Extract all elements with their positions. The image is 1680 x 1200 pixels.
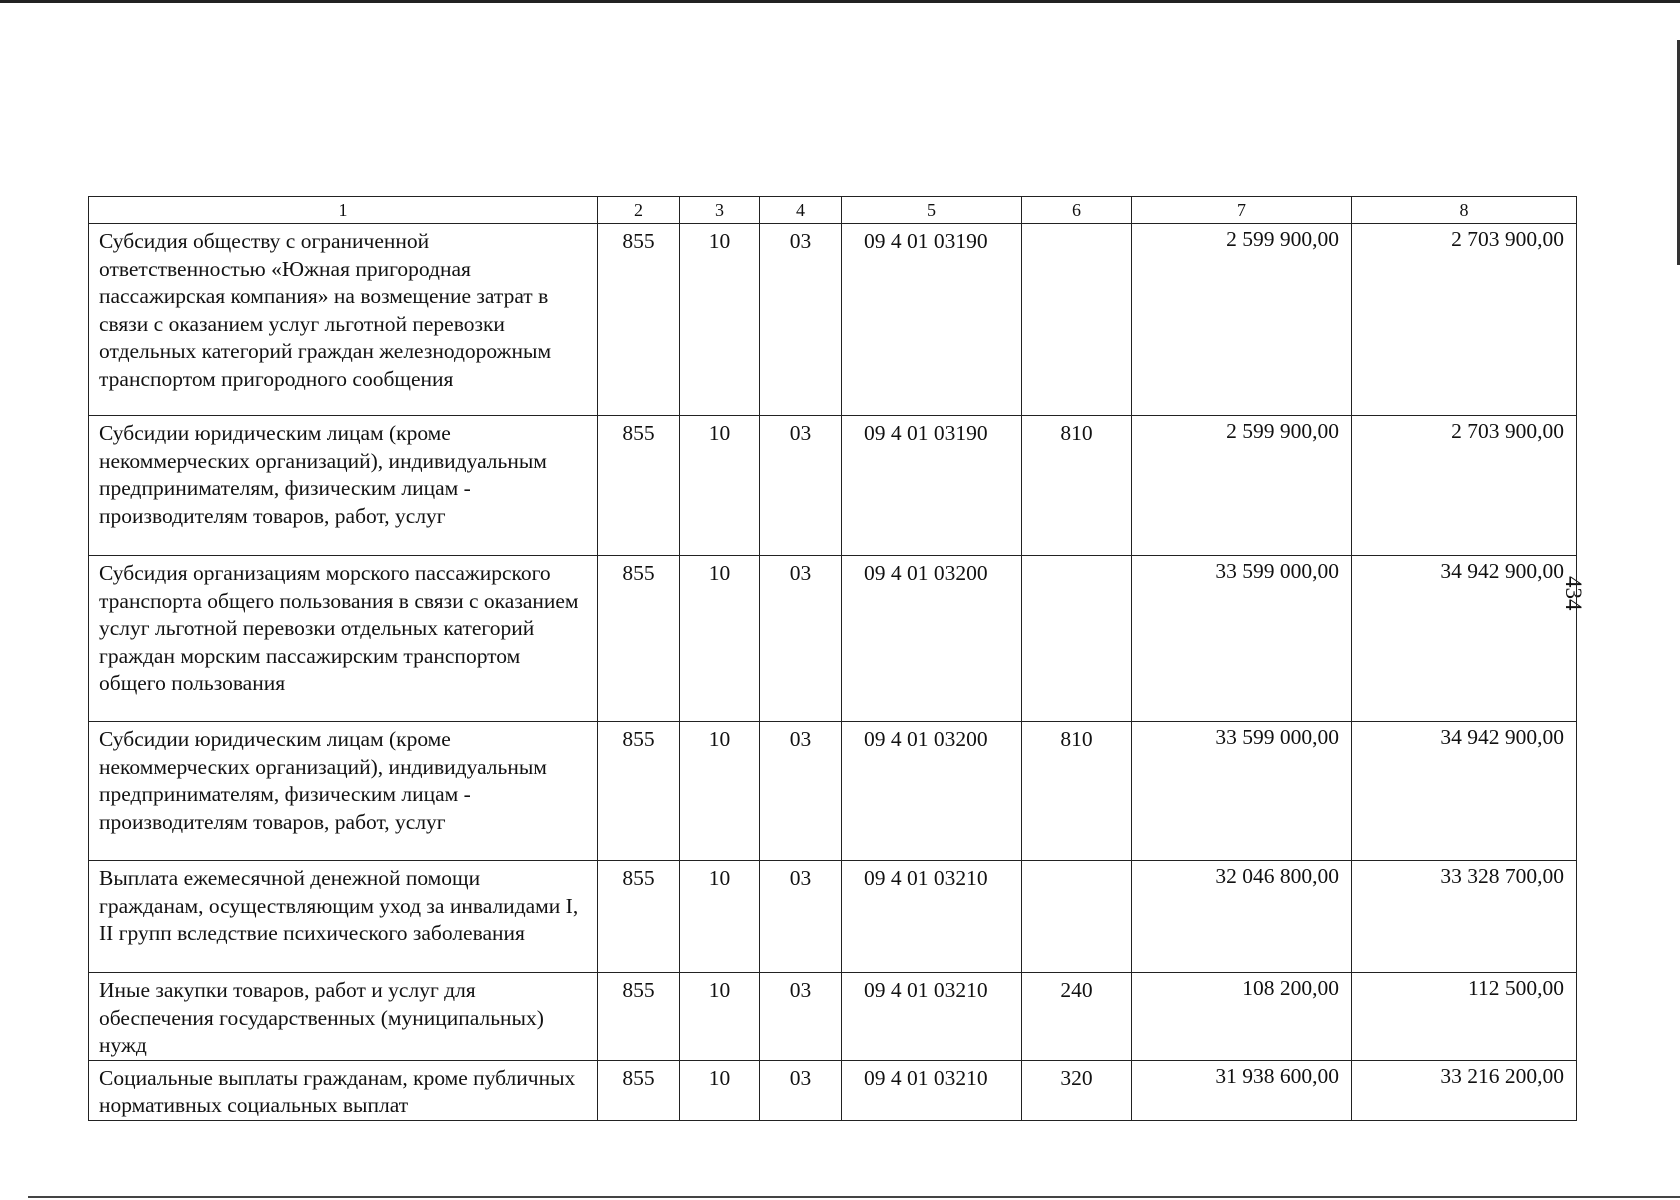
target-article-code: 09 4 01 03200 (842, 556, 1022, 722)
expense-type-code (1022, 556, 1132, 722)
subsection-code: 03 (760, 861, 842, 973)
table-row (89, 722, 1577, 861)
target-article-code: 09 4 01 03210 (842, 1060, 1022, 1120)
column-header: 2 (598, 197, 680, 224)
subsection-code: 03 (760, 224, 842, 416)
section-code: 10 (680, 416, 760, 556)
expense-type-code: 810 (1022, 416, 1132, 556)
subsection-code: 03 (760, 1060, 842, 1120)
subsection-code: 03 (760, 416, 842, 556)
target-article-code: 09 4 01 03200 (842, 722, 1022, 861)
table-row (89, 861, 1577, 973)
table-row (89, 556, 1577, 722)
amount-year-1: 108 200,00 (1132, 973, 1352, 1061)
scan-border-bottom (28, 1196, 1680, 1198)
column-header: 3 (680, 197, 760, 224)
amount-year-1: 33 599 000,00 (1132, 722, 1352, 861)
row-description: Социальные выплаты гражданам, кроме публичных нормативных социальных выплат (89, 1060, 598, 1120)
subsection-code: 03 (760, 722, 842, 861)
grbs-code: 855 (598, 224, 680, 416)
column-header: 1 (89, 197, 598, 224)
row-description: Иные закупки товаров, работ и услуг для обеспечения государственных (муниципальных) нужд (89, 973, 598, 1061)
expense-type-code: 240 (1022, 973, 1132, 1061)
table-row (89, 224, 1577, 416)
header-row (89, 197, 1577, 224)
subsection-code: 03 (760, 973, 842, 1061)
amount-year-2: 2 703 900,00 (1352, 416, 1577, 556)
target-article-code: 09 4 01 03190 (842, 224, 1022, 416)
scan-border-top (0, 0, 1680, 3)
table-row (89, 973, 1577, 1061)
subsection-code: 03 (760, 556, 842, 722)
table-row (89, 1060, 1577, 1120)
row-description: Субсидии юридическим лицам (кроме некоммерческих организаций), индивидуальным предпринимателям, физическим лицам - производителям товаров, работ, услуг (89, 416, 598, 556)
row-description: Субсидии юридическим лицам (кроме некоммерческих организаций), индивидуальным предпринимателям, физическим лицам - производителям товаров, работ, услуг (89, 722, 598, 861)
grbs-code: 855 (598, 722, 680, 861)
section-code: 10 (680, 556, 760, 722)
amount-year-1: 2 599 900,00 (1132, 416, 1352, 556)
expense-type-code (1022, 861, 1132, 973)
column-header: 5 (842, 197, 1022, 224)
section-code: 10 (680, 1060, 760, 1120)
amount-year-1: 32 046 800,00 (1132, 861, 1352, 973)
amount-year-1: 31 938 600,00 (1132, 1060, 1352, 1120)
section-code: 10 (680, 722, 760, 861)
grbs-code: 855 (598, 416, 680, 556)
expense-type-code (1022, 224, 1132, 416)
column-header: 6 (1022, 197, 1132, 224)
amount-year-1: 2 599 900,00 (1132, 224, 1352, 416)
row-description: Субсидия организациям морского пассажирского транспорта общего пользования в связи с оказанием услуг льготной перевозки отдельных категорий граждан морским пассажирским транспортом общего пользования (89, 556, 598, 722)
table-row (89, 416, 1577, 556)
amount-year-2: 33 328 700,00 (1352, 861, 1577, 973)
grbs-code: 855 (598, 973, 680, 1061)
amount-year-2: 34 942 900,00 (1352, 556, 1577, 722)
target-article-code: 09 4 01 03190 (842, 416, 1022, 556)
grbs-code: 855 (598, 861, 680, 973)
column-header: 7 (1132, 197, 1352, 224)
amount-year-2: 2 703 900,00 (1352, 224, 1577, 416)
section-code: 10 (680, 973, 760, 1061)
row-description: Субсидия обществу с ограниченной ответственностью «Южная пригородная пассажирская компания» на возмещение затрат в связи с оказанием услуг льготной перевозки отдельных категорий граждан железнодорожным транспортом пригородного сообщения (89, 224, 598, 416)
page-number: 434 (1561, 576, 1586, 611)
grbs-code: 855 (598, 556, 680, 722)
column-header: 4 (760, 197, 842, 224)
column-header: 8 (1352, 197, 1577, 224)
budget-table (88, 196, 1577, 1121)
expense-type-code: 810 (1022, 722, 1132, 861)
target-article-code: 09 4 01 03210 (842, 861, 1022, 973)
amount-year-1: 33 599 000,00 (1132, 556, 1352, 722)
section-code: 10 (680, 861, 760, 973)
grbs-code: 855 (598, 1060, 680, 1120)
amount-year-2: 34 942 900,00 (1352, 722, 1577, 861)
row-description: Выплата ежемесячной денежной помощи гражданам, осуществляющим уход за инвалидами I, II групп вследствие психического заболевания (89, 861, 598, 973)
amount-year-2: 112 500,00 (1352, 973, 1577, 1061)
section-code: 10 (680, 224, 760, 416)
target-article-code: 09 4 01 03210 (842, 973, 1022, 1061)
amount-year-2: 33 216 200,00 (1352, 1060, 1577, 1120)
expense-type-code: 320 (1022, 1060, 1132, 1120)
